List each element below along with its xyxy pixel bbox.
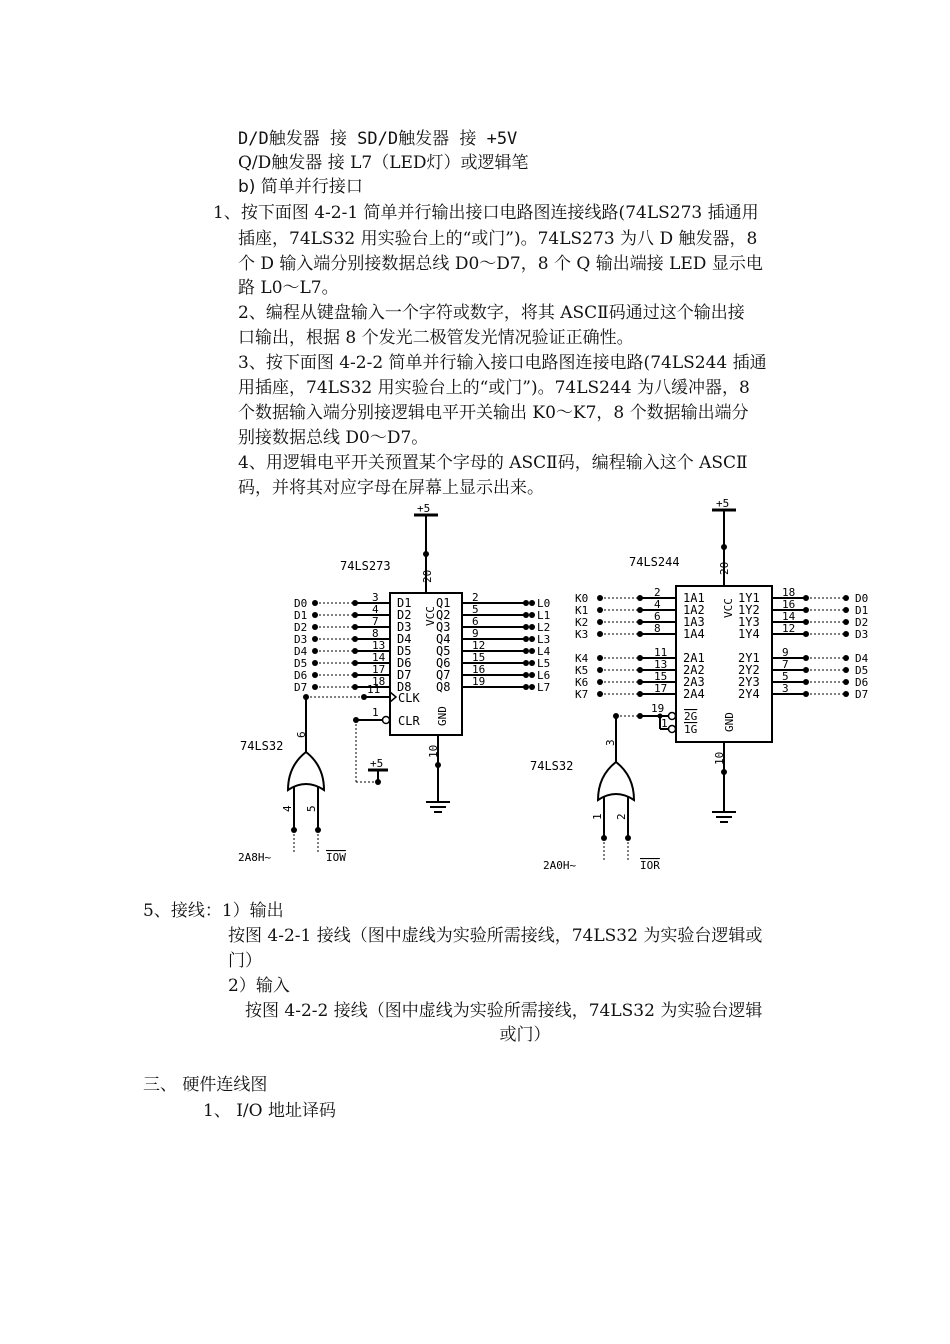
pin-in-17: 17	[654, 682, 668, 695]
node-out	[843, 595, 849, 601]
pin-name-out: 1Y4	[738, 627, 760, 641]
para3-line1: 3、按下面图 4-2-2 简单并行输入接口电路图连接电路(74LS244 插通	[238, 353, 767, 373]
signal-out-l0: L0	[537, 597, 551, 610]
clr-vcc-label: +5	[370, 757, 384, 770]
pin-name-out: 2Y4	[738, 687, 760, 701]
node-out	[529, 636, 535, 642]
g-pin: 19	[651, 702, 665, 715]
signal-in-k3: K3	[575, 628, 589, 641]
signal-in-k0: K0	[575, 592, 589, 605]
g1-pin: 1	[661, 717, 668, 730]
pin-in-6: 6	[654, 610, 661, 623]
pin-name-in: D3	[397, 620, 412, 634]
pin-out-16: 16	[782, 598, 796, 611]
ior-label: IOR	[640, 859, 660, 872]
signal-out-l5: L5	[537, 657, 551, 670]
para3-line4: 别接数据总线 D0～D7。	[238, 428, 429, 448]
line-d-flipflop-sd: D/D触发器 接 SD/D触发器 接 +5V	[238, 129, 518, 149]
gate-in-pin-right-a: 1	[591, 813, 604, 820]
pin-in-14: 14	[372, 651, 386, 664]
signal-in-d4: D4	[294, 645, 308, 658]
pin-in-4: 4	[372, 603, 379, 616]
pin-name-in: D1	[397, 596, 412, 610]
pin-name-in: 1A4	[683, 627, 705, 641]
gate-in-pin-left-b: 5	[305, 805, 318, 812]
rows-left	[294, 591, 551, 694]
gate-out-pin-left: 6	[295, 731, 308, 738]
signal-in-k1: K1	[575, 604, 589, 617]
signal-in-k6: K6	[575, 676, 589, 689]
signal-out-d4: D4	[855, 652, 869, 665]
pin-name-out: 1Y2	[738, 603, 760, 617]
signal-out-d2: D2	[855, 616, 869, 629]
para3-line2: 用插座，74LS32 用实验台上的“或门”)。74LS244 为八缓冲器，8	[238, 378, 750, 398]
para2-line2: 口输出，根据 8 个发光二极管发光情况验证正确性。	[238, 328, 634, 348]
section-3-1-title: 1、 I/O 地址译码	[203, 1101, 337, 1121]
chip-74ls273	[238, 502, 551, 864]
signal-in-d2: D2	[294, 621, 308, 634]
para5-input-heading: 2）输入	[228, 976, 290, 996]
signal-out-d5: D5	[855, 664, 869, 677]
gate-out-pin-right: 3	[604, 739, 617, 746]
pin-out-19: 19	[472, 675, 486, 688]
node-out	[843, 691, 849, 697]
pin-name-out: Q4	[436, 632, 451, 646]
node-out	[529, 672, 535, 678]
pin-name-in: 2A4	[683, 687, 705, 701]
chip-label-273: 74LS273	[340, 559, 391, 573]
clr-pin: 1	[372, 706, 379, 719]
vcc-label-left: +5	[417, 502, 431, 515]
pin-name-out: Q7	[436, 668, 451, 682]
signal-in-d3: D3	[294, 633, 308, 646]
pin-out-9: 9	[782, 646, 789, 659]
para1-line1: 1、按下面图 4-2-1 简单并行输出接口电路图连接线路(74LS273 插通用	[213, 203, 759, 223]
node-out	[529, 684, 535, 690]
pin-in-3: 3	[372, 591, 379, 604]
pin-out-7: 7	[782, 658, 789, 671]
signal-in-d5: D5	[294, 657, 308, 670]
gate-label-left: 74LS32	[240, 739, 284, 753]
pin-name-in: 1A3	[683, 615, 705, 629]
signal-in-k2: K2	[575, 616, 589, 629]
pin-out-12: 12	[472, 639, 486, 652]
signal-out-l1: L1	[537, 609, 551, 622]
signal-in-d6: D6	[294, 669, 308, 682]
para1-line2: 插座，74LS32 用实验台上的“或门”)。74LS273 为八 D 触发器，8	[238, 229, 758, 249]
gnd-text-right: GND	[723, 712, 736, 732]
chip-74ls244	[530, 497, 869, 872]
pin-name-in: D6	[397, 656, 412, 670]
vcc-pin-right: 20	[718, 561, 731, 575]
pin-in-13: 13	[654, 658, 668, 671]
node-out	[529, 624, 535, 630]
para3-line3: 个数据输入端分别接逻辑电平开关输出 K0～K7，8 个数据输出端分	[238, 403, 749, 423]
signal-out-l7: L7	[537, 681, 551, 694]
para5-heading: 5、接线：1）输出	[143, 901, 284, 921]
clk-pin: 11	[367, 683, 381, 696]
pin-name-in: D8	[397, 680, 412, 694]
para1-line3: 个 D 输入端分别接数据总线 D0～D7，8 个 Q 输出端接 LED 显示电	[238, 254, 763, 274]
pin-in-17: 17	[372, 663, 386, 676]
vcc-text-left: VCC	[424, 606, 437, 626]
section-3-title: 三、 硬件连线图	[143, 1075, 268, 1095]
g1-label: 1G	[684, 723, 698, 736]
signal-out-l4: L4	[537, 645, 551, 658]
pin-name-in: 1A1	[683, 591, 705, 605]
node-out	[843, 679, 849, 685]
pin-name-out: Q8	[436, 680, 451, 694]
pin-in-8: 8	[372, 627, 379, 640]
signal-out-d7: D7	[855, 688, 869, 701]
addr-label-right: 2A0H~	[543, 859, 577, 872]
pin-in-11: 11	[654, 646, 668, 659]
signal-in-k4: K4	[575, 652, 589, 665]
pin-name-in: D5	[397, 644, 412, 658]
node-out	[843, 607, 849, 613]
pin-in-8: 8	[654, 622, 661, 635]
para5-output-line2: 门）	[228, 951, 262, 971]
pin-out-2: 2	[472, 591, 479, 604]
pin-in-18: 18	[372, 675, 386, 688]
pin-out-3: 3	[782, 682, 789, 695]
subheading-simple-parallel: b) 简单并行接口	[238, 177, 363, 197]
gnd-pin-right: 10	[713, 751, 726, 765]
para5-input-line2: 或门）	[499, 1025, 551, 1045]
signal-out-l2: L2	[537, 621, 551, 634]
gnd-pin-left: 10	[427, 744, 440, 758]
signal-in-d7: D7	[294, 681, 308, 694]
signal-out-d0: D0	[855, 592, 869, 605]
para4-line2: 码，并将其对应字母在屏幕上显示出来。	[238, 478, 544, 498]
pin-out-5: 5	[472, 603, 479, 616]
pin-name-out: Q5	[436, 644, 451, 658]
signal-in-k7: K7	[575, 688, 589, 701]
signal-out-d6: D6	[855, 676, 869, 689]
signal-out-l3: L3	[537, 633, 551, 646]
pin-name-out: 2Y1	[738, 651, 760, 665]
pin-name-out: Q6	[436, 656, 451, 670]
pin-out-15: 15	[472, 651, 486, 664]
gate-in-pin-left-a: 4	[281, 805, 294, 812]
pin-name-out: Q3	[436, 620, 451, 634]
pin-in-7: 7	[372, 615, 379, 628]
pin-name-in: D4	[397, 632, 412, 646]
para5-input-line1: 按图 4-2-2 接线（图中虚线为实验所需接线，74LS32 为实验台逻辑	[245, 1001, 763, 1021]
pin-out-9: 9	[472, 627, 479, 640]
line-q-flipflop-led: Q/D触发器 接 L7（LED灯）或逻辑笔	[238, 153, 529, 173]
pin-name-out: Q1	[436, 596, 451, 610]
clk-label: CLK	[398, 691, 420, 705]
signal-out-d3: D3	[855, 628, 869, 641]
node-out	[529, 648, 535, 654]
pin-name-out: 1Y1	[738, 591, 760, 605]
circuit-diagram	[0, 495, 950, 880]
node-out	[529, 660, 535, 666]
iow-label: IOW	[326, 851, 346, 864]
pin-name-in: 2A2	[683, 663, 705, 677]
chip-label-244: 74LS244	[629, 555, 680, 569]
para2-line1: 2、编程从键盘输入一个字符或数字，将其 ASCⅡ码通过这个输出接	[238, 303, 745, 323]
signal-in-d1: D1	[294, 609, 308, 622]
pin-in-2: 2	[654, 586, 661, 599]
node-out	[843, 667, 849, 673]
vcc-label-right: +5	[716, 497, 730, 510]
pin-name-in: D7	[397, 668, 412, 682]
node-out	[529, 612, 535, 618]
pin-out-6: 6	[472, 615, 479, 628]
node-out	[529, 600, 535, 606]
pin-out-16: 16	[472, 663, 486, 676]
pin-out-12: 12	[782, 622, 796, 635]
signal-out-l6: L6	[537, 669, 551, 682]
pin-name-in: D2	[397, 608, 412, 622]
node-out	[843, 619, 849, 625]
signal-in-k5: K5	[575, 664, 589, 677]
vcc-pin-left: 20	[421, 569, 434, 583]
pin-name-in: 2A3	[683, 675, 705, 689]
pin-out-18: 18	[782, 586, 796, 599]
pin-name-out: Q2	[436, 608, 451, 622]
clr-label: CLR	[398, 714, 420, 728]
gate-label-right: 74LS32	[530, 759, 574, 773]
para5-output-line1: 按图 4-2-1 接线（图中虚线为实验所需接线，74LS32 为实验台逻辑或	[228, 926, 763, 946]
pin-out-5: 5	[782, 670, 789, 683]
para1-line4: 路 L0～L7。	[238, 278, 339, 298]
signal-out-d1: D1	[855, 604, 869, 617]
para4-line1: 4、用逻辑电平开关预置某个字母的 ASCⅡ码，编程输入这个 ASCⅡ	[238, 453, 748, 473]
pin-out-14: 14	[782, 610, 796, 623]
pin-name-out: 1Y3	[738, 615, 760, 629]
node-out	[843, 655, 849, 661]
vcc-text-right: VCC	[722, 598, 735, 618]
addr-label-left: 2A8H~	[238, 851, 272, 864]
pin-in-15: 15	[654, 670, 668, 683]
pin-in-13: 13	[372, 639, 386, 652]
gate-in-pin-right-b: 2	[615, 813, 628, 820]
g2-label: 2G	[684, 710, 698, 723]
signal-in-d0: D0	[294, 597, 308, 610]
pin-name-out: 2Y3	[738, 675, 760, 689]
pin-name-in: 1A2	[683, 603, 705, 617]
gnd-text-left: GND	[436, 706, 449, 726]
pin-in-4: 4	[654, 598, 661, 611]
node-out	[843, 631, 849, 637]
pin-name-in: 2A1	[683, 651, 705, 665]
pin-name-out: 2Y2	[738, 663, 760, 677]
